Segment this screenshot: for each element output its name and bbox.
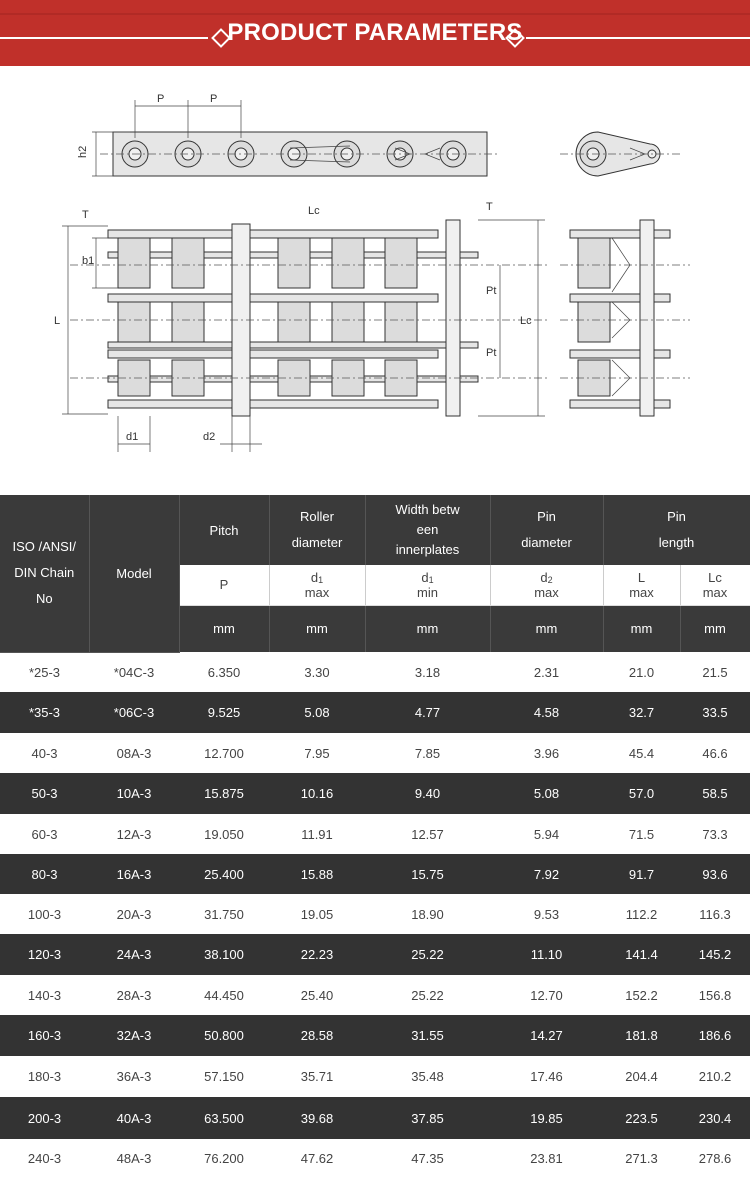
d2-label: d2 (203, 431, 216, 443)
cell-model: 36A-3 (89, 1056, 179, 1097)
table-row (0, 692, 750, 733)
l-label: L (54, 315, 61, 327)
cell-inner-width: 4.77 (365, 692, 490, 733)
cell-pin-diameter: 5.08 (490, 773, 603, 814)
cell-pin-length-lc: 93.6 (680, 854, 750, 894)
cell-chain-no: 200-3 (0, 1097, 89, 1139)
table-row (0, 733, 750, 773)
cell-pin-length-l: 32.7 (603, 692, 680, 733)
cell-pitch: 63.500 (179, 1097, 269, 1139)
cell-inner-width: 18.90 (365, 894, 490, 934)
cell-pin-length-lc: 210.2 (680, 1056, 750, 1097)
cell-pin-length-l: 223.5 (603, 1097, 680, 1139)
cell-pitch: 9.525 (179, 692, 269, 733)
symbol-l (603, 565, 680, 605)
chain-top-view (70, 220, 550, 416)
lc-label-top: Lc (308, 205, 320, 217)
cell-pin-length-lc: 21.5 (680, 652, 750, 692)
header-inner-width: Width betw een innerplates (365, 495, 490, 565)
cell-pin-length-l: 112.2 (603, 894, 680, 934)
cell-roller-diameter: 19.05 (269, 894, 365, 934)
unit-pitch: mm (179, 605, 269, 652)
pitch-label-2: P (210, 93, 218, 105)
cell-chain-no: 60-3 (0, 814, 89, 854)
cell-model: 32A-3 (89, 1015, 179, 1056)
cell-model: 08A-3 (89, 733, 179, 773)
cell-inner-width: 25.22 (365, 975, 490, 1015)
cell-pin-length-l: 57.0 (603, 773, 680, 814)
cell-pin-length-l: 141.4 (603, 934, 680, 975)
pitch-label-1: P (157, 93, 165, 105)
cell-roller-diameter: 28.58 (269, 1015, 365, 1056)
lc-label: Lc (520, 315, 532, 327)
cell-pin-length-lc: 33.5 (680, 692, 750, 733)
table-row (0, 1015, 750, 1056)
cell-pitch: 50.800 (179, 1015, 269, 1056)
symbol-width-letter: d (421, 569, 429, 585)
cell-inner-width: 25.22 (365, 934, 490, 975)
cell-pitch: 6.350 (179, 652, 269, 692)
cell-pitch: 15.875 (179, 773, 269, 814)
cell-inner-width: 7.85 (365, 733, 490, 773)
cell-roller-diameter: 47.62 (269, 1139, 365, 1177)
cell-pitch: 44.450 (179, 975, 269, 1015)
symbol-l-note: max (629, 584, 654, 600)
cell-model: 16A-3 (89, 854, 179, 894)
cell-model: *04C-3 (89, 652, 179, 692)
table-row (0, 1056, 750, 1097)
cell-chain-no: 120-3 (0, 934, 89, 975)
symbol-d2-letter: d (540, 569, 548, 585)
cell-pin-length-l: 91.7 (603, 854, 680, 894)
cell-pitch: 19.050 (179, 814, 269, 854)
cell-roller-diameter: 39.68 (269, 1097, 365, 1139)
banner-band (0, 13, 750, 15)
cell-chain-no: 160-3 (0, 1015, 89, 1056)
cell-inner-width: 31.55 (365, 1015, 490, 1056)
cell-chain-no: 50-3 (0, 773, 89, 814)
parameters-table (0, 495, 750, 1177)
cell-pin-length-lc: 145.2 (680, 934, 750, 975)
cell-model: 48A-3 (89, 1139, 179, 1177)
symbol-lc-letter: Lc (708, 569, 722, 585)
symbol-d1 (269, 565, 365, 605)
cell-chain-no: 100-3 (0, 894, 89, 934)
page-title: PRODUCT PARAMETERS (227, 19, 523, 46)
header-pin-diameter: Pin diameter (490, 495, 603, 565)
cell-pitch: 76.200 (179, 1139, 269, 1177)
b1-label: b1 (82, 255, 95, 267)
t-label-left: T (82, 209, 89, 221)
cell-roller-diameter: 35.71 (269, 1056, 365, 1097)
cell-pitch: 31.750 (179, 894, 269, 934)
cell-pin-length-l: 271.3 (603, 1139, 680, 1177)
cell-pin-diameter: 4.58 (490, 692, 603, 733)
cell-pin-length-lc: 156.8 (680, 975, 750, 1015)
cell-pin-diameter: 11.10 (490, 934, 603, 975)
chain-end-view (560, 132, 680, 176)
cell-inner-width: 35.48 (365, 1056, 490, 1097)
cell-roller-diameter: 7.95 (269, 733, 365, 773)
table-row (0, 854, 750, 894)
symbol-lc (680, 565, 750, 605)
cell-chain-no: 80-3 (0, 854, 89, 894)
cell-model: 28A-3 (89, 975, 179, 1015)
banner-rule-right (526, 37, 750, 39)
header-chain-no: ISO /ANSI/ DIN Chain No (0, 495, 89, 652)
cell-chain-no: 180-3 (0, 1056, 89, 1097)
chain-diagram (0, 80, 750, 490)
cell-pin-diameter: 5.94 (490, 814, 603, 854)
table-row (0, 773, 750, 814)
cell-pin-length-l: 181.8 (603, 1015, 680, 1056)
cell-pin-length-lc: 230.4 (680, 1097, 750, 1139)
symbol-d2-sub: 2 (547, 574, 553, 585)
cell-model: 40A-3 (89, 1097, 179, 1139)
pt-label-1: Pt (486, 285, 497, 297)
cell-chain-no: *35-3 (0, 692, 89, 733)
cell-inner-width: 47.35 (365, 1139, 490, 1177)
symbol-l-letter: L (637, 569, 646, 585)
symbol-width-note: min (417, 584, 438, 600)
unit-l: mm (603, 605, 680, 652)
table-row (0, 1139, 750, 1177)
cell-model: 12A-3 (89, 814, 179, 854)
cell-pin-diameter: 19.85 (490, 1097, 603, 1139)
cell-roller-diameter: 11.91 (269, 814, 365, 854)
h2-label: h2 (77, 145, 89, 158)
cell-chain-no: 240-3 (0, 1139, 89, 1177)
rollers (118, 238, 417, 396)
cell-pin-diameter: 12.70 (490, 975, 603, 1015)
header-pin-length: Pin length (603, 495, 750, 565)
cell-pin-length-lc: 278.6 (680, 1139, 750, 1177)
symbol-d2 (490, 565, 603, 605)
header-pitch: Pitch (179, 495, 269, 565)
symbol-d1-letter: d (310, 569, 319, 585)
cell-model: 24A-3 (89, 934, 179, 975)
table-row (0, 934, 750, 975)
cell-roller-diameter: 3.30 (269, 652, 365, 692)
cell-chain-no: *25-3 (0, 652, 89, 692)
symbol-lc-note: max (702, 584, 728, 600)
symbol-d1-sub: 1 (318, 574, 324, 585)
table-row (0, 814, 750, 854)
cell-pin-diameter: 2.31 (490, 652, 603, 692)
chain-side-view (100, 132, 500, 176)
cell-pin-length-l: 204.4 (603, 1056, 680, 1097)
d1-label: d1 (126, 431, 139, 443)
cell-roller-diameter: 22.23 (269, 934, 365, 975)
cell-pin-length-lc: 73.3 (680, 814, 750, 854)
cell-pin-length-l: 152.2 (603, 975, 680, 1015)
cell-model: 20A-3 (89, 894, 179, 934)
cell-model: 10A-3 (89, 773, 179, 814)
table-row (0, 975, 750, 1015)
cell-pin-length-lc: 58.5 (680, 773, 750, 814)
title-banner (0, 0, 750, 66)
cell-pin-diameter: 7.92 (490, 854, 603, 894)
cell-pitch: 57.150 (179, 1056, 269, 1097)
cell-pin-length-lc: 116.3 (680, 894, 750, 934)
cell-pin-diameter: 17.46 (490, 1056, 603, 1097)
symbol-width-sub: 1 (428, 574, 434, 585)
cell-pin-length-l: 21.0 (603, 652, 680, 692)
cell-inner-width: 3.18 (365, 652, 490, 692)
cell-pin-length-l: 45.4 (603, 733, 680, 773)
cell-inner-width: 15.75 (365, 854, 490, 894)
cell-pitch: 38.100 (179, 934, 269, 975)
cell-pitch: 12.700 (179, 733, 269, 773)
unit-pin-dia: mm (490, 605, 603, 652)
cell-inner-width: 37.85 (365, 1097, 490, 1139)
cell-pin-length-lc: 46.6 (680, 733, 750, 773)
cell-inner-width: 9.40 (365, 773, 490, 814)
cell-chain-no: 140-3 (0, 975, 89, 1015)
table-row (0, 1097, 750, 1139)
cell-roller-diameter: 25.40 (269, 975, 365, 1015)
pt-label-2: Pt (486, 347, 497, 359)
cell-roller-diameter: 15.88 (269, 854, 365, 894)
t-label-right: T (486, 201, 493, 213)
table-row (0, 894, 750, 934)
unit-lc: mm (680, 605, 750, 652)
cell-pin-diameter: 23.81 (490, 1139, 603, 1177)
cell-model: *06C-3 (89, 692, 179, 733)
cell-pin-diameter: 14.27 (490, 1015, 603, 1056)
symbol-p: P (179, 565, 269, 605)
cell-inner-width: 12.57 (365, 814, 490, 854)
table-row (0, 652, 750, 692)
cell-roller-diameter: 5.08 (269, 692, 365, 733)
cell-pin-diameter: 9.53 (490, 894, 603, 934)
cell-chain-no: 40-3 (0, 733, 89, 773)
symbol-width (365, 565, 490, 605)
symbol-d2-note: max (534, 584, 559, 600)
unit-width: mm (365, 605, 490, 652)
unit-roller: mm (269, 605, 365, 652)
symbol-d1-note: max (304, 584, 330, 600)
header-roller-diameter: Roller diameter (269, 495, 365, 565)
cell-pin-diameter: 3.96 (490, 733, 603, 773)
table-body (0, 652, 750, 1177)
cell-pin-length-lc: 186.6 (680, 1015, 750, 1056)
header-model: Model (89, 495, 179, 652)
cell-roller-diameter: 10.16 (269, 773, 365, 814)
cell-pin-length-l: 71.5 (603, 814, 680, 854)
cell-pitch: 25.400 (179, 854, 269, 894)
chain-section-view (560, 220, 690, 416)
